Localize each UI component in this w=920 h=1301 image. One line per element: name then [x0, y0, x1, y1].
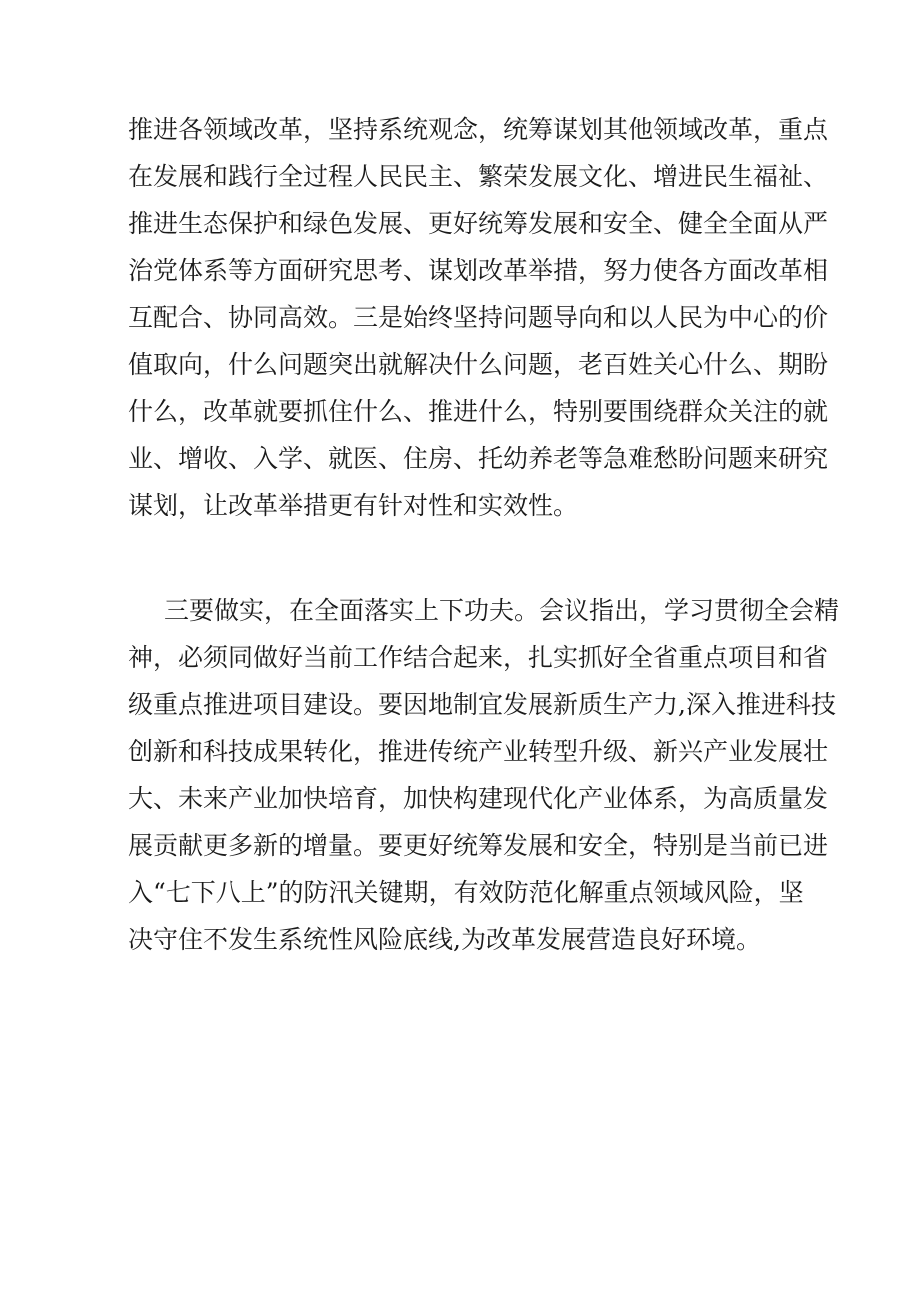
paragraph-line: 谋划，让改革举措更有针对性和实效性。 — [128, 491, 579, 520]
paragraph-line: 互配合、协同高效。三是始终坚持问题导向和以人民为中心的价 — [128, 303, 829, 332]
paragraph-line: 大、未来产业加快培育，加快构建现代化产业体系，为高质量发 — [128, 784, 829, 813]
paragraph-line: 治党体系等方面研究思考、谋划改革举措，努力使各方面改革相 — [128, 256, 829, 285]
paragraph-line: 三要做实，在全面落实上下功夫。会议指出，学习贯彻全会精 — [164, 596, 840, 625]
paragraph-line: 创新和科技成果转化，推进传统产业转型升级、新兴产业发展壮 — [128, 737, 829, 766]
paragraph-line: 决守住不发生系统性风险底线,为改革发展营造良好环境。 — [128, 925, 761, 954]
paragraph-1 — [128, 106, 829, 529]
paragraph-line: 级重点推进项目建设。要因地制宜发展新质生产力,深入推进科技 — [128, 690, 836, 719]
paragraph-line: 推进各领域改革，坚持系统观念，统筹谋划其他领域改革，重点 — [128, 115, 829, 144]
paragraph-line: 业、增收、入学、就医、住房、托幼养老等急难愁盼问题来研究 — [128, 444, 829, 473]
paragraph-line: 推进生态保护和绿色发展、更好统筹发展和安全、健全全面从严 — [128, 209, 829, 238]
paragraph-line: 什么，改革就要抓住什么、推进什么，特别要围绕群众关注的就 — [128, 397, 829, 426]
paragraph-line: 神，必须同做好当前工作结合起来，扎实抓好全省重点项目和省 — [128, 643, 829, 672]
paragraph-line: 在发展和践行全过程人民民主、繁荣发展文化、增进民生福祉、 — [128, 162, 829, 191]
paragraph-line: 值取向，什么问题突出就解决什么问题，老百姓关心什么、期盼 — [128, 350, 829, 379]
paragraph-line: 入“七下八上”的防汛关键期，有效防范化解重点领域风险，坚 — [128, 878, 804, 907]
paragraph-2 — [128, 587, 840, 963]
paragraph-line: 展贡献更多新的增量。要更好统筹发展和安全，特别是当前已进 — [128, 831, 829, 860]
